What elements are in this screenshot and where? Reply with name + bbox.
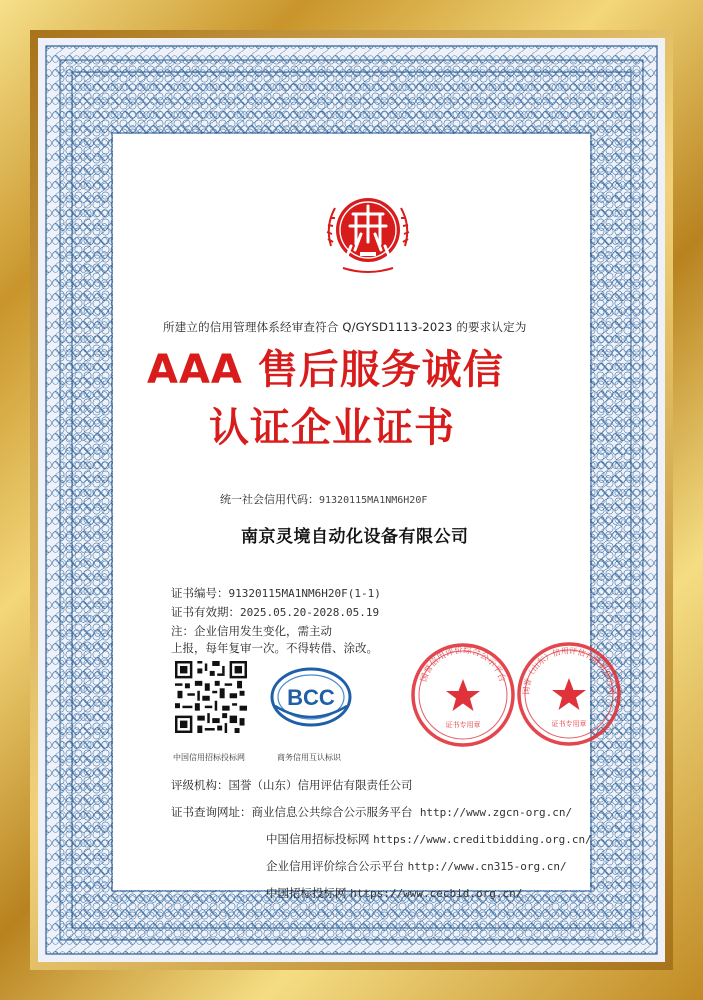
qr-caption: 中国信用招标投标网 — [173, 753, 245, 762]
qr-code[interactable] — [175, 661, 247, 733]
query-site-name: 商业信息公共综合公示服务平台 — [251, 805, 413, 819]
query-line-4 — [266, 885, 522, 901]
bcc-logo-text: BCC — [287, 685, 335, 710]
credit-code-value: 91320115MA1NM6H20F — [319, 495, 428, 506]
validity-line — [171, 604, 379, 620]
rating-org-value: 国誉（山东）信用评估有限责任公司 — [228, 778, 413, 792]
certificate-paper — [38, 38, 665, 962]
stamp2-bottom: 证书专用章 — [551, 720, 587, 728]
bcc-logo — [269, 666, 353, 728]
query-line-2 — [266, 831, 592, 847]
query-site-name: 中国招标投标网 — [266, 886, 347, 900]
intro-statement: 所建立的信用管理体系经审查符合 Q/GYSD1113-2023 的要求认定为 — [163, 320, 527, 334]
credit-code-line — [220, 491, 427, 507]
company-name: 南京灵境自动化设备有限公司 — [241, 527, 469, 547]
cert-number-line — [171, 585, 381, 601]
certificate-title-line2: 认证企业证书 — [209, 405, 455, 451]
query-site-url[interactable]: http://www.cn315-org.cn/ — [407, 860, 567, 873]
query-site-url[interactable]: http://www.zgcn-org.cn/ — [419, 806, 573, 819]
query-line-3 — [266, 858, 567, 874]
validity-value: 2025.05.20-2028.05.19 — [240, 606, 380, 619]
rating-org-stamp — [515, 640, 623, 748]
stamp2-text: 国誉（山东）信用评估有限责任公司 — [521, 646, 617, 696]
stamp1-text: 国誉信用评价综合公示平台 — [419, 645, 507, 684]
query-label: 证书查询网址： — [171, 805, 252, 819]
cert-number-value: 91320115MA1NM6H20F(1-1) — [228, 587, 381, 600]
query-site-name: 中国信用招标投标网 — [266, 832, 370, 846]
query-site-url[interactable]: https://www.cecbid.org.cn/ — [350, 887, 523, 900]
note-line-1: 注：企业信用发生变化，需主动 — [171, 624, 332, 638]
rating-org-line — [171, 777, 413, 793]
issuer-emblem-seal — [323, 186, 413, 278]
svg-text:国誉信用评价综合公示平台 — [419, 645, 508, 684]
note-line-2: 上报，每年复审一次。不得转借、涂改。 — [171, 641, 378, 655]
certificate-title-line1: AAA 售后服务诚信 — [147, 347, 504, 393]
query-site-name: 企业信用评价综合公示平台 — [266, 859, 404, 873]
credit-code-label: 统一社会信用代码： — [220, 493, 319, 506]
validity-label: 证书有效期： — [171, 605, 240, 619]
platform-stamp — [409, 641, 517, 749]
cert-number-label: 证书编号： — [171, 586, 229, 600]
rating-org-label: 评级机构： — [171, 778, 229, 792]
query-site-url[interactable]: https://www.creditbidding.org.cn/ — [373, 833, 592, 846]
certificate-content — [113, 134, 617, 900]
stamp1-bottom: 证书专用章 — [445, 721, 481, 729]
query-line-1 — [171, 804, 572, 820]
bcc-caption: 商务信用互认标识 — [277, 753, 341, 762]
